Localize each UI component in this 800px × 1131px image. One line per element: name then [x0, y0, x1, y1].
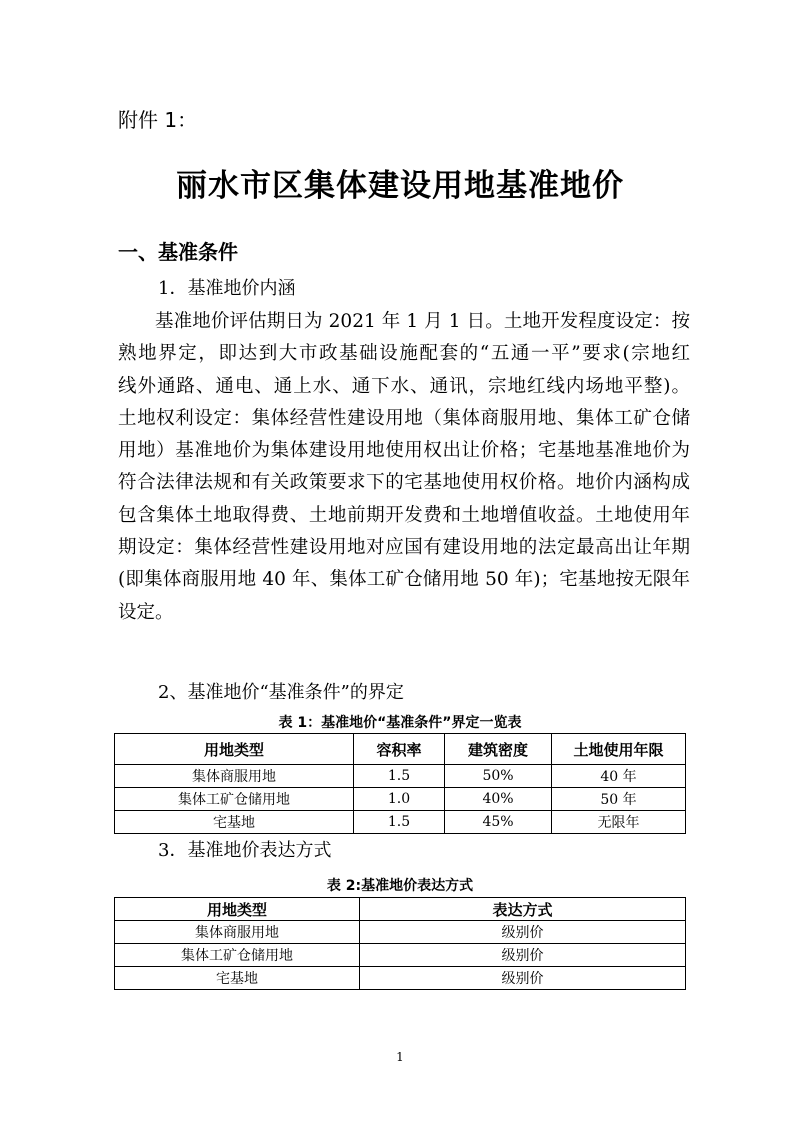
- table-cell: 级别价: [360, 967, 686, 990]
- paragraph-line: 线外通路、通电、通上水、通下水、通讯，宗地红线内场地平整)。: [118, 375, 690, 397]
- paragraph-line: 土地权利设定：集体经营性建设用地（集体商服用地、集体工矿仓储: [118, 407, 690, 429]
- section-heading-1: 一、基准条件: [118, 240, 238, 264]
- table-cell: 40 年: [552, 765, 686, 788]
- table-header-row: [115, 898, 686, 921]
- table-cell: 50%: [445, 765, 552, 788]
- table-cell: 级别价: [360, 921, 686, 944]
- document-title: 丽水市区集体建设用地基准地价: [176, 168, 624, 204]
- table-row: [115, 944, 686, 967]
- table-header-cell: 用地类型: [115, 734, 354, 765]
- table-header-row: [115, 734, 686, 765]
- paragraph-line: 包含集体土地取得费、土地前期开发费和土地增值收益。土地使用年: [118, 504, 690, 526]
- paragraph-line: 符合法律法规和有关政策要求下的宅基地使用权价格。地价内涵构成: [118, 472, 690, 494]
- table-cell: 宅基地: [115, 811, 354, 834]
- table-row: [115, 765, 686, 788]
- paragraph-line: 用地）基准地价为集体建设用地使用权出让价格；宅基地基准地价为: [118, 440, 690, 462]
- table-cell: 级别价: [360, 944, 686, 967]
- table1-caption: 表 1：基准地价“基准条件”界定一览表: [278, 715, 522, 731]
- attachment-label: 附件 1：: [118, 108, 198, 132]
- subsection-heading-1: 1．基准地价内涵: [158, 278, 296, 299]
- table-cell: 集体工矿仓储用地: [115, 944, 360, 967]
- subsection-heading-3: 3．基准地价表达方式: [158, 840, 332, 861]
- table-cell: 50 年: [552, 788, 686, 811]
- table-cell: 1.0: [354, 788, 445, 811]
- table-cell: 1.5: [354, 811, 445, 834]
- table-baseline-conditions: [114, 733, 686, 834]
- table-header-cell: 建筑密度: [445, 734, 552, 765]
- table-header-cell: 用地类型: [115, 898, 360, 921]
- paragraph-line: 熟地界定，即达到大市政基础设施配套的“五通一平”要求(宗地红: [118, 343, 690, 365]
- table-cell: 集体商服用地: [115, 765, 354, 788]
- table-row: [115, 921, 686, 944]
- table2-caption: 表 2:基准地价表达方式: [326, 878, 474, 894]
- table-row: [115, 811, 686, 834]
- table-cell: 集体工矿仓储用地: [115, 788, 354, 811]
- table-expression-method: [114, 897, 686, 990]
- table-row: [115, 788, 686, 811]
- table-cell: 40%: [445, 788, 552, 811]
- paragraph-line: 基准地价评估期日为 2021 年 1 月 1 日。土地开发程度设定：按: [155, 311, 690, 332]
- table-row: [115, 967, 686, 990]
- table-cell: 1.5: [354, 765, 445, 788]
- subsection-heading-2: 2、基准地价“基准条件”的界定: [158, 682, 404, 703]
- table-header-cell: 表达方式: [360, 898, 686, 921]
- table-header-cell: 容积率: [354, 734, 445, 765]
- table-cell: 45%: [445, 811, 552, 834]
- table-cell: 集体商服用地: [115, 921, 360, 944]
- table-cell: 宅基地: [115, 967, 360, 990]
- body-paragraph: [118, 306, 690, 629]
- paragraph-line: 期设定：集体经营性建设用地对应国有建设用地的法定最高出让年期: [118, 537, 690, 559]
- page-number: 1: [396, 1050, 404, 1064]
- paragraph-line: (即集体商服用地 40 年、集体工矿仓储用地 50 年)；宅基地按无限年: [118, 569, 690, 591]
- paragraph-line: 设定。: [118, 601, 174, 623]
- table-cell: 无限年: [552, 811, 686, 834]
- table-header-cell: 土地使用年限: [552, 734, 686, 765]
